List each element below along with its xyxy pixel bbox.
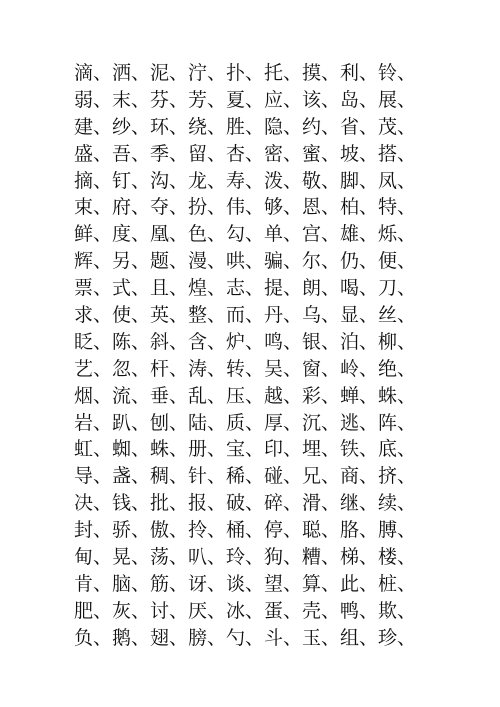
character-list	[74, 60, 444, 652]
character-row: 岩、趴、刨、陆、质、厚、沉、逃、阵、	[74, 411, 417, 434]
character-row: 盛、吾、季、留、杏、密、蜜、坡、搭、	[74, 142, 417, 165]
character-row: 眨、陈、斜、含、炉、鸣、银、泊、柳、	[74, 330, 417, 353]
character-row: 辉、另、题、漫、哄、骗、尔、仍、便、	[74, 250, 417, 273]
character-row: 弱、末、芬、芳、夏、应、该、岛、展、	[74, 88, 417, 111]
character-row: 虹、蜘、蛛、册、宝、印、埋、铁、底、	[74, 438, 417, 461]
character-row: 鲜、度、凰、色、勾、单、宫、雄、烁、	[74, 223, 417, 246]
character-row: 肥、灰、讨、厌、冰、蛋、壳、鸭、欺、	[74, 599, 417, 622]
character-row: 建、纱、环、绕、胜、隐、约、省、茂、	[74, 115, 417, 138]
character-row: 摘、钉、沟、龙、寿、泼、敬、脚、凤、	[74, 169, 417, 192]
character-row: 滴、洒、泥、泞、扑、托、摸、利、铃、	[74, 62, 417, 84]
character-row: 票、式、且、煌、志、提、朗、喝、刀、	[74, 277, 417, 300]
character-row: 决、钱、批、报、破、碎、滑、继、续、	[74, 492, 417, 515]
character-row: 封、骄、傲、拎、桶、停、聪、胳、膊、	[74, 519, 417, 542]
character-row: 甸、晃、荡、叭、玲、狗、糟、梯、楼、	[74, 546, 417, 569]
character-row: 艺、忽、杆、涛、转、吴、窗、岭、绝、	[74, 357, 417, 380]
character-row: 束、府、夺、扮、伟、够、恩、柏、特、	[74, 196, 417, 219]
character-row: 肯、脑、筋、讶、谈、望、算、此、桩、	[74, 572, 417, 595]
character-row: 烟、流、垂、乱、压、越、彩、蝉、蛛、	[74, 384, 417, 407]
character-row: 导、盏、稠、针、稀、碰、兄、商、挤、	[74, 465, 417, 488]
character-row: 负、鹅、翅、膀、勺、斗、玉、组、珍、	[74, 626, 417, 649]
character-row: 求、使、英、整、而、丹、乌、显、丝、	[74, 304, 417, 327]
